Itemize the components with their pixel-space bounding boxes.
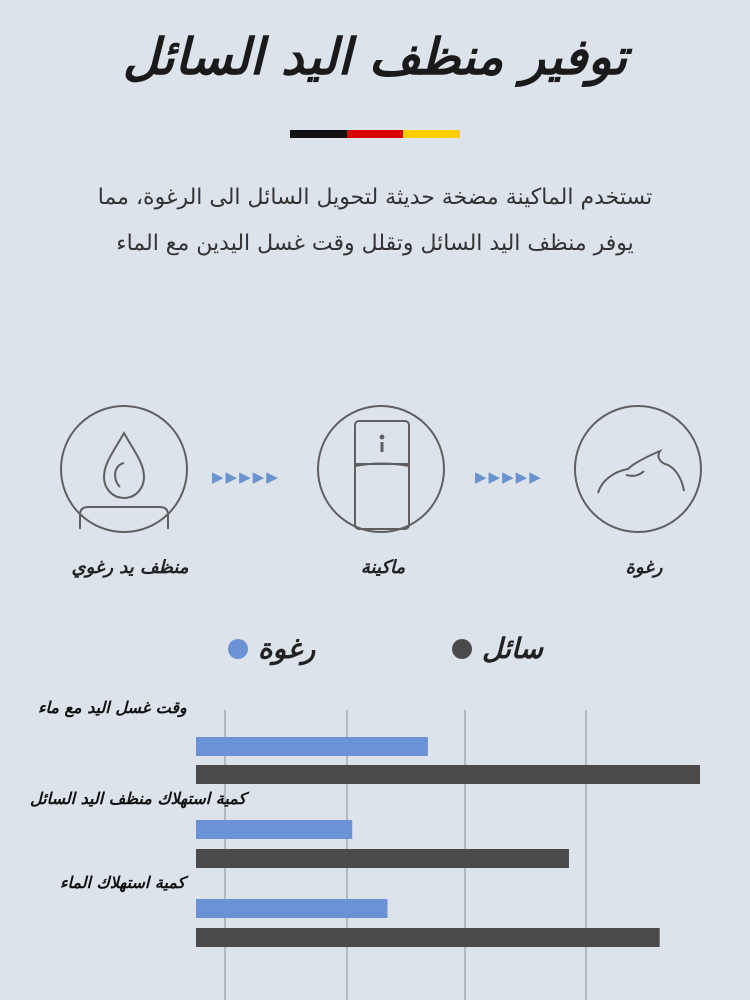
bar-foam: [196, 737, 428, 756]
legend-dot-liquid: [452, 639, 472, 659]
description-text: تستخدم الماكينة مضخة حديثة لتحويل السائل الى الرغوة، مما يوفر منظف اليد السائل وتقلل وقت غسل اليدين مع الماء: [97, 185, 653, 256]
bar-liquid: [196, 849, 569, 868]
flag-stripe-black: [290, 130, 347, 138]
process-arrows-2: [475, 468, 541, 486]
bar-foam: [196, 899, 388, 918]
step-label-machine: ماكينة: [360, 557, 406, 578]
foam-icon: [574, 405, 702, 533]
legend-label-liquid: سائل: [482, 632, 543, 665]
bar-foam: [196, 820, 352, 839]
legend-item-foam: [228, 632, 315, 665]
triangle-arrow-icon: ▶: [475, 468, 487, 486]
legend-label-foam: رغوة: [258, 632, 316, 665]
flag-stripe-red: [347, 130, 404, 138]
triangle-arrow-icon: ▶: [529, 468, 541, 486]
flag-stripe-gold: [403, 130, 460, 138]
step-label-foam-soap: منظف يد رغوي: [71, 557, 189, 578]
triangle-arrow-icon: ▶: [252, 468, 265, 486]
triangle-arrow-icon: ▶: [502, 468, 514, 486]
category-label-soap-consumption: كمية استهلاك منظف اليد السائل: [30, 789, 247, 808]
legend-dot-foam: [228, 639, 248, 659]
foam-soap-icon: [60, 405, 188, 533]
comparison-bar-chart: [0, 690, 750, 1000]
flag-divider: [290, 130, 460, 138]
triangle-arrow-icon: ▶: [225, 468, 238, 486]
bar-liquid: [196, 765, 700, 784]
page-title: توفير منظف اليد السائل: [122, 28, 628, 86]
triangle-arrow-icon: ▶: [515, 468, 528, 486]
triangle-arrow-icon: ▶: [266, 468, 278, 486]
triangle-arrow-icon: ▶: [212, 468, 224, 486]
legend-item-liquid: [452, 632, 543, 665]
category-label-handwash-time: وقت غسل اليد مع ماء: [38, 698, 187, 717]
bar-liquid: [196, 928, 660, 947]
process-arrows-1: [212, 468, 278, 486]
step-label-foam: رغوة: [625, 557, 663, 578]
chart-svg: [0, 690, 750, 1000]
dispenser-icon: [317, 405, 445, 533]
triangle-arrow-icon: ▶: [488, 468, 501, 486]
triangle-arrow-icon: ▶: [239, 468, 251, 486]
category-label-water-consumption: كمية استهلاك الماء: [60, 873, 186, 892]
